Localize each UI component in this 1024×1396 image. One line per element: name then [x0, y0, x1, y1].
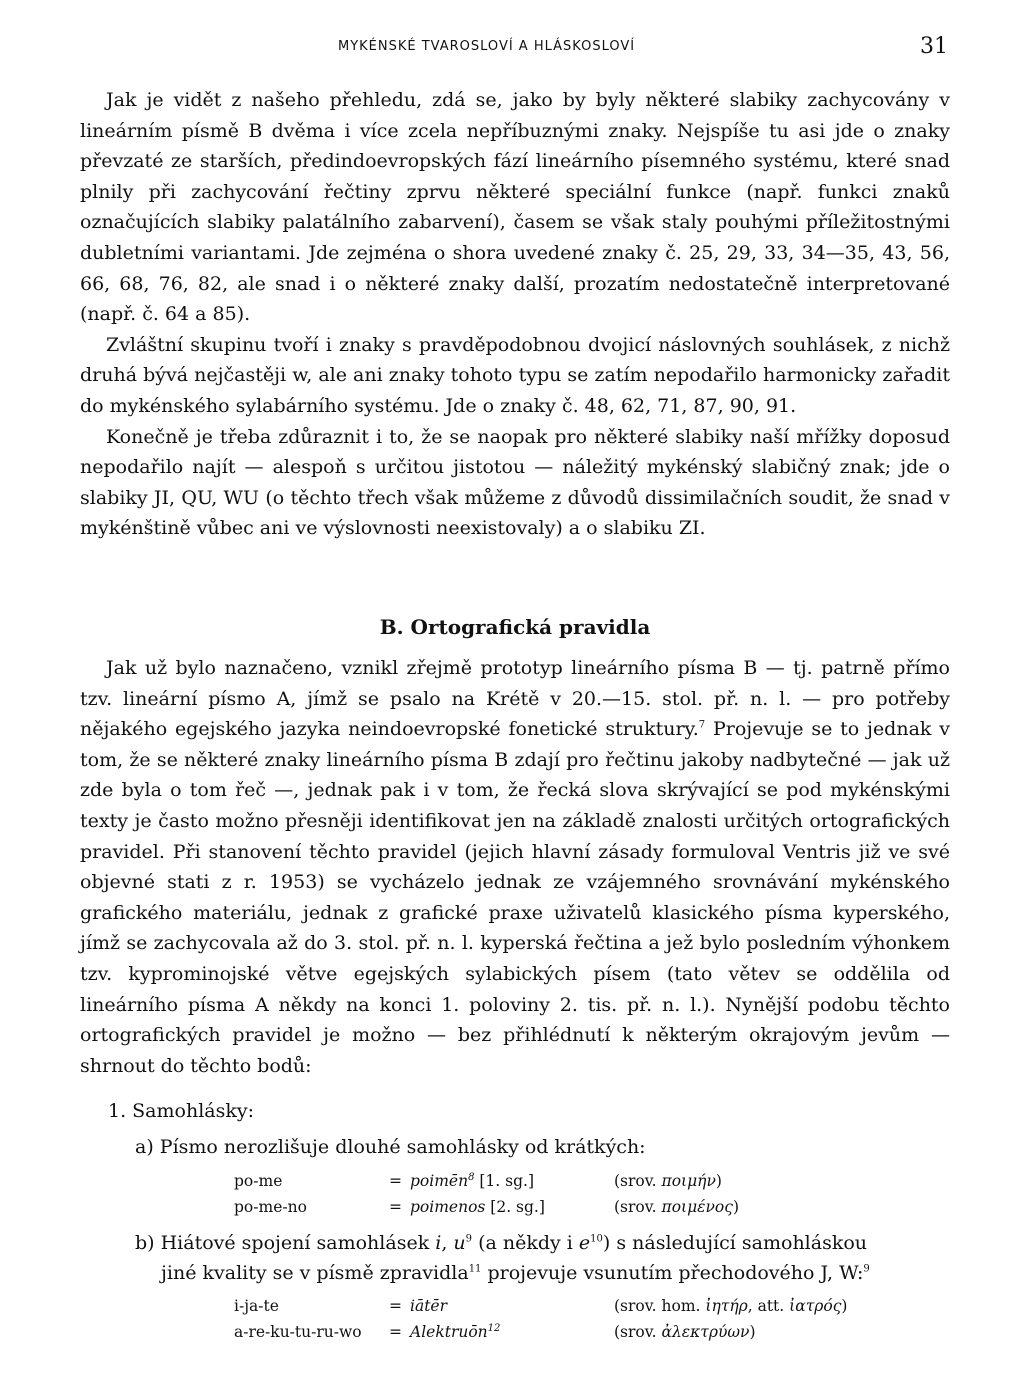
grammar-note: [2. sg.] [485, 1198, 545, 1216]
footnote-ref: 12 [487, 1322, 501, 1334]
section-heading: B. Ortografická pravidla [379, 615, 651, 639]
footnote-ref: 7 [698, 719, 706, 731]
equals-sign: = [389, 1172, 402, 1190]
running-title: MYKÉNSKÉ TVAROSLOVÍ A HLÁSKOSLOVÍ [338, 39, 636, 54]
equals-sign: = [389, 1323, 402, 1341]
compare-label: (srov. [614, 1198, 662, 1216]
footnote-ref: 11 [468, 1263, 482, 1275]
page-number: 31 [920, 34, 948, 59]
equals-sign: = [389, 1297, 402, 1315]
paragraph: Jak je vidět z našeho přehledu, zdá se, jako by byly některé slabiky zachycovány v lineárním písmě B dvěma i více zcela nepříbuznými znaky. Nejspíše tu asi jde o znaky převzaté ze starších, předindoevropských fází lineárního písemného systému, které snad plnily při zachycování řečtiny zprvu některé speciální funkce (např. funkci znaků označujících slabiky palatálního zabarvení), časem se však staly pouhými příležitostnými dubletními variantami. Jde zejména o shora uvedené znaky č. 25, 29, 33, 34—35, 43, 56, 66, 68, 76, 82, ale snad i o některé znaky další, prozatím nedostatečně interpretované (např. č. 64 a 85). [80, 89, 950, 326]
compare-end: ) [841, 1297, 848, 1315]
compare-label: (srov. [614, 1323, 662, 1341]
greek-word: ἰατρός [789, 1297, 842, 1315]
list-item-b: b) Hiátové spojení samohlásek i, $u^9$ (a někdy i $e^{10}$) s následující samohláskou jiné kvality se v písmě zpravidla$^{11}$ projevuje vsunutím přechodového J, W:$^9$ [135, 1232, 870, 1284]
footnote-ref: 9 [863, 1263, 870, 1275]
greek-transcription: poimenos [410, 1198, 486, 1216]
greek-transcription: Alektruōn [410, 1323, 488, 1341]
list-heading-vowels: 1. Samohlásky: [108, 1100, 255, 1122]
compare-label: (srov. [614, 1172, 662, 1190]
paragraph-part: Projevuje se to jednak v tom, že se některé znaky lineárního písma B zdají pro řečtinu jakoby nadbytečné — jak už zde byla o tom řeč —, jednak pak i v tom, že řecká slova skrývající se pod mykénskými texty je často možno přesněji identifikovat jen na základě znalosti určitých ortografických pravidel. Při stanovení těchto pravidel (jejich hlavní zásady formuloval Ventris již ve své objevné stati z r. 1953) se vycházelo jednak ze vzájemného srovnávání mykénského grafického materiálu, jednak z grafické praxe uživatelů klasického písma kyperského, jímž se zachycovala až do 3. stol. př. n. l. kyperská řečtina a jež bylo posledním výhonkem tzv. kyprominojské větve egejských sylabických písem (tato větev se oddělila od lineárního písma A někdy na konci 1. poloviny 2. tis. př. n. l.). Nynější podobu těchto ortografických pravidel je možno — bez přihlédnutí k některým okrajovým jevům — shrnout do těchto bodů: [80, 718, 950, 1077]
list-item-a: a) Písmo nerozlišuje dlouhé samohlásky od krátkých: [135, 1136, 646, 1158]
document-page: MYKÉNSKÉ TVAROSLOVÍ A HLÁSKOSLOVÍ 31 Jak je vidět z našeho přehledu, zdá se, jako by byly některé slabiky zachycovány v lineárním písmě B dvěma i více zcela nepříbuznými znaky. Nejspíše tu asi jde o znaky převzaté ze starších, předindoevropských fází lineárního písemného systému, které snad plnily při zachycování řečtiny zprvu některé speciální funkce (např. funkci znaků označujících slabiky palatálního zabarvení), časem se však staly pouhými příležitostnými dubletními variantami. Jde zejména o shora uvedené znaky č. 25, 29, 33, 34—35, 43, 56, 66, 68, 76, 82, ale snad i o některé znaky další, prozatím nedostatečně interpretované (např. č. 64 a 85). Zvláštní skupinu tvoří i znaky s pravděpodobnou dvojicí náslovných souhlásek, z nichž druhá bývá nejčastěji w, ale ani znaky tohoto typu se zatím nepodařilo harmonicky zařadit do mykénského sylabárního systému. Jde o znaky č. 48, 62, 71, 87, 90, 91. Konečně je třeba zdůraznit i to, že se naopak pro některé slabiky naší mřížky doposud nepodařilo najít — alespoň s určitou jistotou — náležitý mykénský slabičný znak; jde o slabiky JI, QU, WU (o těchto třech však můžeme z důvodů dissimilačních soudit, že snad v mykénštině vůbec ani ve výslovnosti neexistovaly) a o slabiku ZI. B. Ortografická pravidla Jak už bylo naznačeno, vznikl zřejmě prototyp lineárního písma B — tj. patrně přímo tzv. lineární písmo A, jímž se psalo na Krétě v 20.—15. stol. př. n. l. — pro potřeby nějakého egejského jazyka neindoevropské fonetické struktury.$^7$ Projevuje se to jednak v tom, že se některé znaky lineárního písma B zdají pro řečtinu jakoby nadbytečné — jak už zde byla o tom řeč —, jednak pak i v tom, že řecká slova skrývající se pod mykénskými texty je často možno přesněji identifikovat jen na základě znalosti určitých ortografických pravidel. Při stanovení těchto pravidel (jejich hlavní zásady formuloval Ventris již ve své objevné stati z r. 1953) se vycházelo jednak ze vzájemného srovnávání mykénského grafického materiálu, jednak z grafické praxe uživatelů klasického písma kyperského, jímž se zachycovala až do 3. stol. př. n. l. kyperská řečtina a jež bylo posledním výhonkem tzv. kyprominojské větve egejských sylabických písem (tato větev se oddělila od lineárního písma A někdy na konci 1. poloviny 2. tis. př. n. l.). Nynější podobu těchto ortografických pravidel je možno — bez přihlédnutí k některým okrajovým jevům — shrnout do těchto bodů: 1. Samohlásky: a) Písmo nerozlišuje dlouhé samohlásky od krátkých: po-me = poimēn$^8$ [1. sg.] (srov. ποιμήν) po-me-no = poimenos [2. sg.] (srov. ποιμένος) b) Hiátové spojení samohlásek i, $u^9$ (a někdy i $e^{10}$) s následující samohláskou jiné kvality se v písmě zpravidla$^{11}$ projevuje vsunutím přechodového J, W:$^9$ i-ja-te = iātēr (srov. hom. ἰητήρ, att. ἰατρός) a-re-ku-tu-ru-wo = Alektruōn$^{12}$ (srov. ἀλεκτρύων) [0, 0, 1024, 1396]
text-block-orthography [80, 653, 950, 1081]
paragraph: Konečně je třeba zdůraznit i to, že se naopak pro některé slabiky naší mřížky doposud nepodařilo najít — alespoň s určitou jistotou — náležitý mykénský slabičný znak; jde o slabiky JI, QU, WU (o těchto třech však můžeme z důvodů dissimilačních soudit, že snad v mykénštině vůbec ani ve výslovnosti neexistovaly) a o slabiku ZI. [80, 425, 950, 540]
compare-label: (srov. hom. [614, 1297, 706, 1315]
text-block-intro [80, 85, 950, 544]
greek-transcription: iātēr [410, 1297, 448, 1315]
greek-word: ποιμήν [661, 1172, 716, 1190]
syllabic-form: a-re-ku-tu-ru-wo [234, 1323, 362, 1341]
greek-transcription: poimēn [410, 1172, 469, 1190]
equals-sign: = [389, 1198, 402, 1216]
compare-end: ) [749, 1323, 756, 1341]
paragraph: Zvláštní skupinu tvoří i znaky s pravděpodobnou dvojicí náslovných souhlásek, z nichž druhá bývá nejčastěji w, ale ani znaky tohoto typu se zatím nepodařilo harmonicky zařadit do mykénského sylabárního systému. Jde o znaky č. 48, 62, 71, 87, 90, 91. [80, 333, 950, 417]
syllabic-form: i-ja-te [234, 1297, 279, 1315]
paragraph [80, 653, 950, 1081]
running-head [0, 36, 1024, 58]
footnote-ref: 8 [468, 1171, 475, 1183]
syllabic-form: po-me [234, 1172, 283, 1190]
grammar-note: [1. sg.] [474, 1172, 534, 1190]
greek-word: ποιμένος [661, 1198, 733, 1216]
greek-word: ἰητήρ [705, 1297, 748, 1315]
footnote-ref: 9 [465, 1233, 473, 1245]
compare-end: ) [715, 1172, 722, 1190]
footnote-ref: 10 [590, 1233, 603, 1245]
syllabic-form: po-me-no [234, 1198, 307, 1216]
compare-end: ) [732, 1198, 740, 1216]
greek-word: ἀλεκτρύων [661, 1323, 750, 1341]
paragraph-part: Jak už bylo naznačeno, vznikl zřejmě prototyp lineárního písma B — tj. patrně přímo tzv. lineární písmo A, jímž se psalo na Krétě v 20.—15. stol. př. n. l. — pro potřeby nějakého egejského jazyka neindoevropské fonetické struktury. [80, 657, 950, 741]
